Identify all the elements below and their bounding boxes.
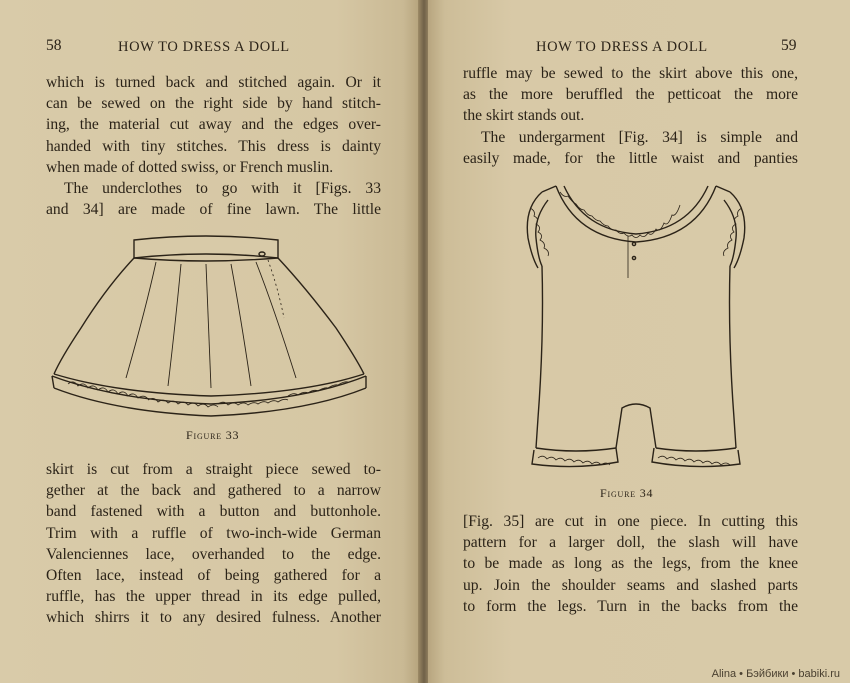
text-line: [Fig. 35] are cut in one piece. In cutting this <box>463 513 798 530</box>
right-page <box>428 0 850 683</box>
right-running-head: HOW TO DRESS A DOLL <box>536 39 708 55</box>
text-line: as the more beruffled the petticoat the more <box>463 86 798 104</box>
left-bottom-text <box>46 459 381 629</box>
text-line: when made of dotted swiss, or French muslin. <box>46 158 334 176</box>
text-line: the skirt stands out. <box>463 107 585 125</box>
left-page <box>0 0 420 683</box>
text-line: The underclothes to go with it [Figs. 33 <box>64 180 381 198</box>
text-line: Valenciennes lace, overhanded to the edge. <box>46 545 381 563</box>
left-running-head: HOW TO DRESS A DOLL <box>118 39 290 55</box>
left-page-number: 58 <box>46 37 62 54</box>
petticoat-illustration <box>46 228 376 418</box>
text-line: which shirrs it to any desired fulness. Another <box>46 609 381 627</box>
text-line: band fastened with a button and buttonhole. <box>46 503 381 521</box>
text-line: The undergarment [Fig. 34] is simple and <box>481 128 798 146</box>
left-top-text <box>46 72 381 220</box>
text-line: Often lace, instead of being gathered for a <box>46 567 381 585</box>
right-top-text <box>463 63 798 169</box>
text-line: Trim with a ruffle of two-inch-wide German <box>46 524 381 542</box>
text-line: up. Join the shoulder seams and slashed parts <box>463 576 798 594</box>
text-line: to form the legs. Turn in the backs from the <box>463 597 798 615</box>
text-line: and 34] are made of fine lawn. The little <box>46 201 381 219</box>
text-line: ruffle may be sewed to the skirt above this one, <box>463 65 798 82</box>
text-line: ing, the material cut away and the edges over- <box>46 116 381 134</box>
text-line: skirt is cut from a straight piece sewed to- <box>46 461 381 478</box>
text-line: easily made, for the little waist and panties <box>463 149 798 167</box>
figure-34-caption: Figure 34 <box>600 486 654 500</box>
text-line: can be sewed on the right side by hand stitch- <box>46 95 381 113</box>
text-line: gether at the back and gathered to a narrow <box>46 482 381 500</box>
undergarment-illustration <box>516 178 756 478</box>
text-line: handed with tiny stitches. This dress is dainty <box>46 137 381 155</box>
figure-33-caption: Figure 33 <box>186 428 240 442</box>
text-line: ruffle, has the upper thread in its edge pulled, <box>46 588 381 606</box>
right-page-number: 59 <box>781 37 797 54</box>
text-line: to be made as long as the legs, from the knee <box>463 555 798 573</box>
watermark: Alina • Бэйбики • babiki.ru <box>711 668 840 680</box>
text-line: pattern for a larger doll, the slash will have <box>463 534 798 552</box>
right-bottom-text <box>463 511 798 617</box>
text-line: which is turned back and stitched again. Or it <box>46 74 381 91</box>
